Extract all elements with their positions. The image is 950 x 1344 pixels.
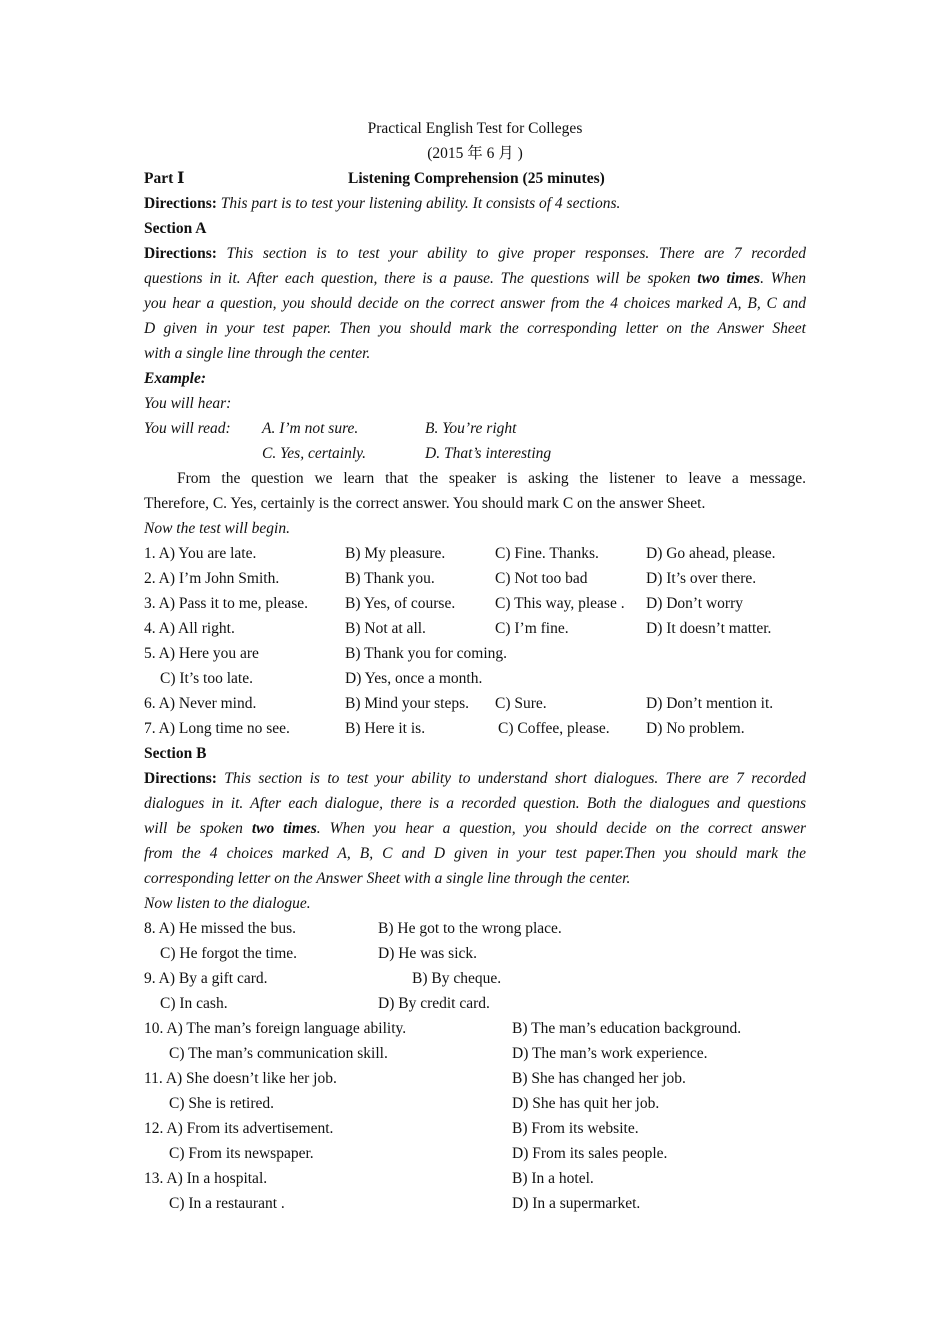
section-a-directions-line-4: D given in your test paper. Then you should mark the corresponding letter on the Answer Sheet — [144, 320, 806, 337]
option-b: B) By cheque. — [412, 970, 502, 987]
option-b: B) He got to the wrong place. — [378, 920, 562, 937]
option-b: B) From its website. — [512, 1120, 639, 1137]
example-option-d: D. That’s interesting — [425, 445, 552, 462]
section-a-directions-line-1: Directions: This section is to test your ability to give proper responses. There are 7 recorded — [144, 245, 807, 262]
option-b: B) Thank you. — [345, 570, 435, 587]
example-option-a: A. I’m not sure. — [262, 420, 359, 437]
example-option-b: B. You’re right — [425, 420, 517, 437]
option-c: C) Coffee, please. — [498, 720, 610, 737]
option-b: B) She has changed her job. — [512, 1070, 686, 1087]
option-d: D) No problem. — [646, 720, 745, 737]
section-a-title: Section A — [144, 220, 207, 237]
you-will-hear: You will hear: — [144, 395, 232, 412]
option-d: D) By credit card. — [378, 995, 490, 1012]
test-title: Practical English Test for Colleges — [367, 120, 583, 137]
section-a-directions-line-5: with a single line through the center. — [144, 345, 371, 362]
section-a-directions-line-2: questions in it. After each question, there is a pause. The questions will be spoken two times. When — [144, 270, 807, 287]
option-a: 5. A) Here you are — [144, 645, 259, 662]
section-b-directions-line-2: dialogues in it. After each dialogue, there is a recorded question. Both the dialogues and questions — [144, 795, 806, 812]
option-d: D) In a supermarket. — [512, 1195, 641, 1212]
option-a: 10. A) The man’s foreign language ability. — [144, 1020, 407, 1037]
part-label: Part Ⅰ — [144, 170, 185, 187]
option-a: 6. A) Never mind. — [144, 695, 257, 712]
listen-instruction: Now listen to the dialogue. — [144, 895, 311, 912]
option-d: D) It doesn’t matter. — [646, 620, 772, 637]
directions-text: This part is to test your listening ability. It consists of 4 sections. — [220, 195, 621, 212]
option-c: C) This way, please . — [495, 595, 625, 612]
option-a: 12. A) From its advertisement. — [144, 1120, 334, 1137]
section-b-directions-line-5: corresponding letter on the Answer Sheet with a single line through the center. — [144, 870, 631, 887]
option-c: C) It’s too late. — [160, 670, 253, 687]
option-b: B) Here it is. — [345, 720, 426, 737]
you-will-read: You will read: — [144, 420, 231, 437]
option-a: 7. A) Long time no see. — [144, 720, 290, 737]
option-d: D) Don’t mention it. — [646, 695, 774, 712]
option-b: B) In a hotel. — [512, 1170, 594, 1187]
option-a: 13. A) In a hospital. — [144, 1170, 268, 1187]
option-a: 3. A) Pass it to me, please. — [144, 595, 309, 612]
option-b: B) My pleasure. — [345, 545, 446, 562]
example-label: Example: — [144, 370, 206, 387]
option-a: 2. A) I’m John Smith. — [144, 570, 280, 587]
option-c: C) She is retired. — [169, 1095, 275, 1112]
option-d: D) It’s over there. — [646, 570, 757, 587]
option-d: D) The man’s work experience. — [512, 1045, 708, 1062]
option-c: C) In a restaurant . — [169, 1195, 285, 1212]
option-a: 8. A) He missed the bus. — [144, 920, 296, 937]
option-c: C) The man’s communication skill. — [169, 1045, 388, 1062]
option-d: D) She has quit her job. — [512, 1095, 660, 1112]
section-a-directions-line-3: you hear a question, you should decide on the correct answer from the 4 choices marked A, B, C and — [144, 295, 806, 312]
option-b: B) The man’s education background. — [512, 1020, 742, 1037]
section-b-title: Section B — [144, 745, 207, 762]
part-title: Listening Comprehension (25 minutes) — [348, 170, 605, 187]
option-c: C) Sure. — [495, 695, 547, 712]
test-date: (2015 年 6 月 ) — [427, 145, 523, 162]
part-directions — [144, 194, 806, 214]
option-d: D) From its sales people. — [512, 1145, 668, 1162]
directions-label: Directions: — [144, 195, 217, 212]
section-b-directions-line-3: will be spoken two times. When you hear a question, you should decide on the correct answer — [144, 820, 806, 837]
option-c: C) He forgot the time. — [160, 945, 298, 962]
option-d: D) Yes, once a month. — [345, 670, 483, 687]
option-b: B) Yes, of course. — [345, 595, 456, 612]
option-b: B) Mind your steps. — [345, 695, 469, 712]
option-d: D) He was sick. — [378, 945, 478, 962]
option-c: C) Not too bad — [495, 570, 588, 587]
option-c: C) I’m fine. — [495, 620, 569, 637]
section-b-directions-line-4: from the 4 choices marked A, B, C and D given in your test paper.Then you should mark the — [144, 845, 806, 862]
option-b: B) Thank you for coming. — [345, 645, 508, 662]
option-d: D) Don’t worry — [646, 595, 744, 612]
section-b-directions-line-1: Directions: This section is to test your ability to understand short dialogues. There are 7 recorded — [144, 770, 807, 787]
option-a: 9. A) By a gift card. — [144, 970, 268, 987]
test-begin: Now the test will begin. — [144, 520, 290, 537]
example-explanation-line-2: Therefore, C. Yes, certainly is the correct answer. You should mark C on the answer Sheet. — [144, 495, 706, 512]
option-c: C) In cash. — [160, 995, 228, 1012]
example-option-c: C. Yes, certainly. — [262, 445, 367, 462]
example-explanation-line-1: From the question we learn that the speaker is asking the listener to leave a message. — [177, 470, 806, 487]
option-a: 1. A) You are late. — [144, 545, 257, 562]
option-a: 11. A) She doesn’t like her job. — [144, 1070, 337, 1087]
option-d: D) Go ahead, please. — [646, 545, 776, 562]
option-a: 4. A) All right. — [144, 620, 235, 637]
option-b: B) Not at all. — [345, 620, 426, 637]
option-c: C) From its newspaper. — [169, 1145, 314, 1162]
option-c: C) Fine. Thanks. — [495, 545, 599, 562]
